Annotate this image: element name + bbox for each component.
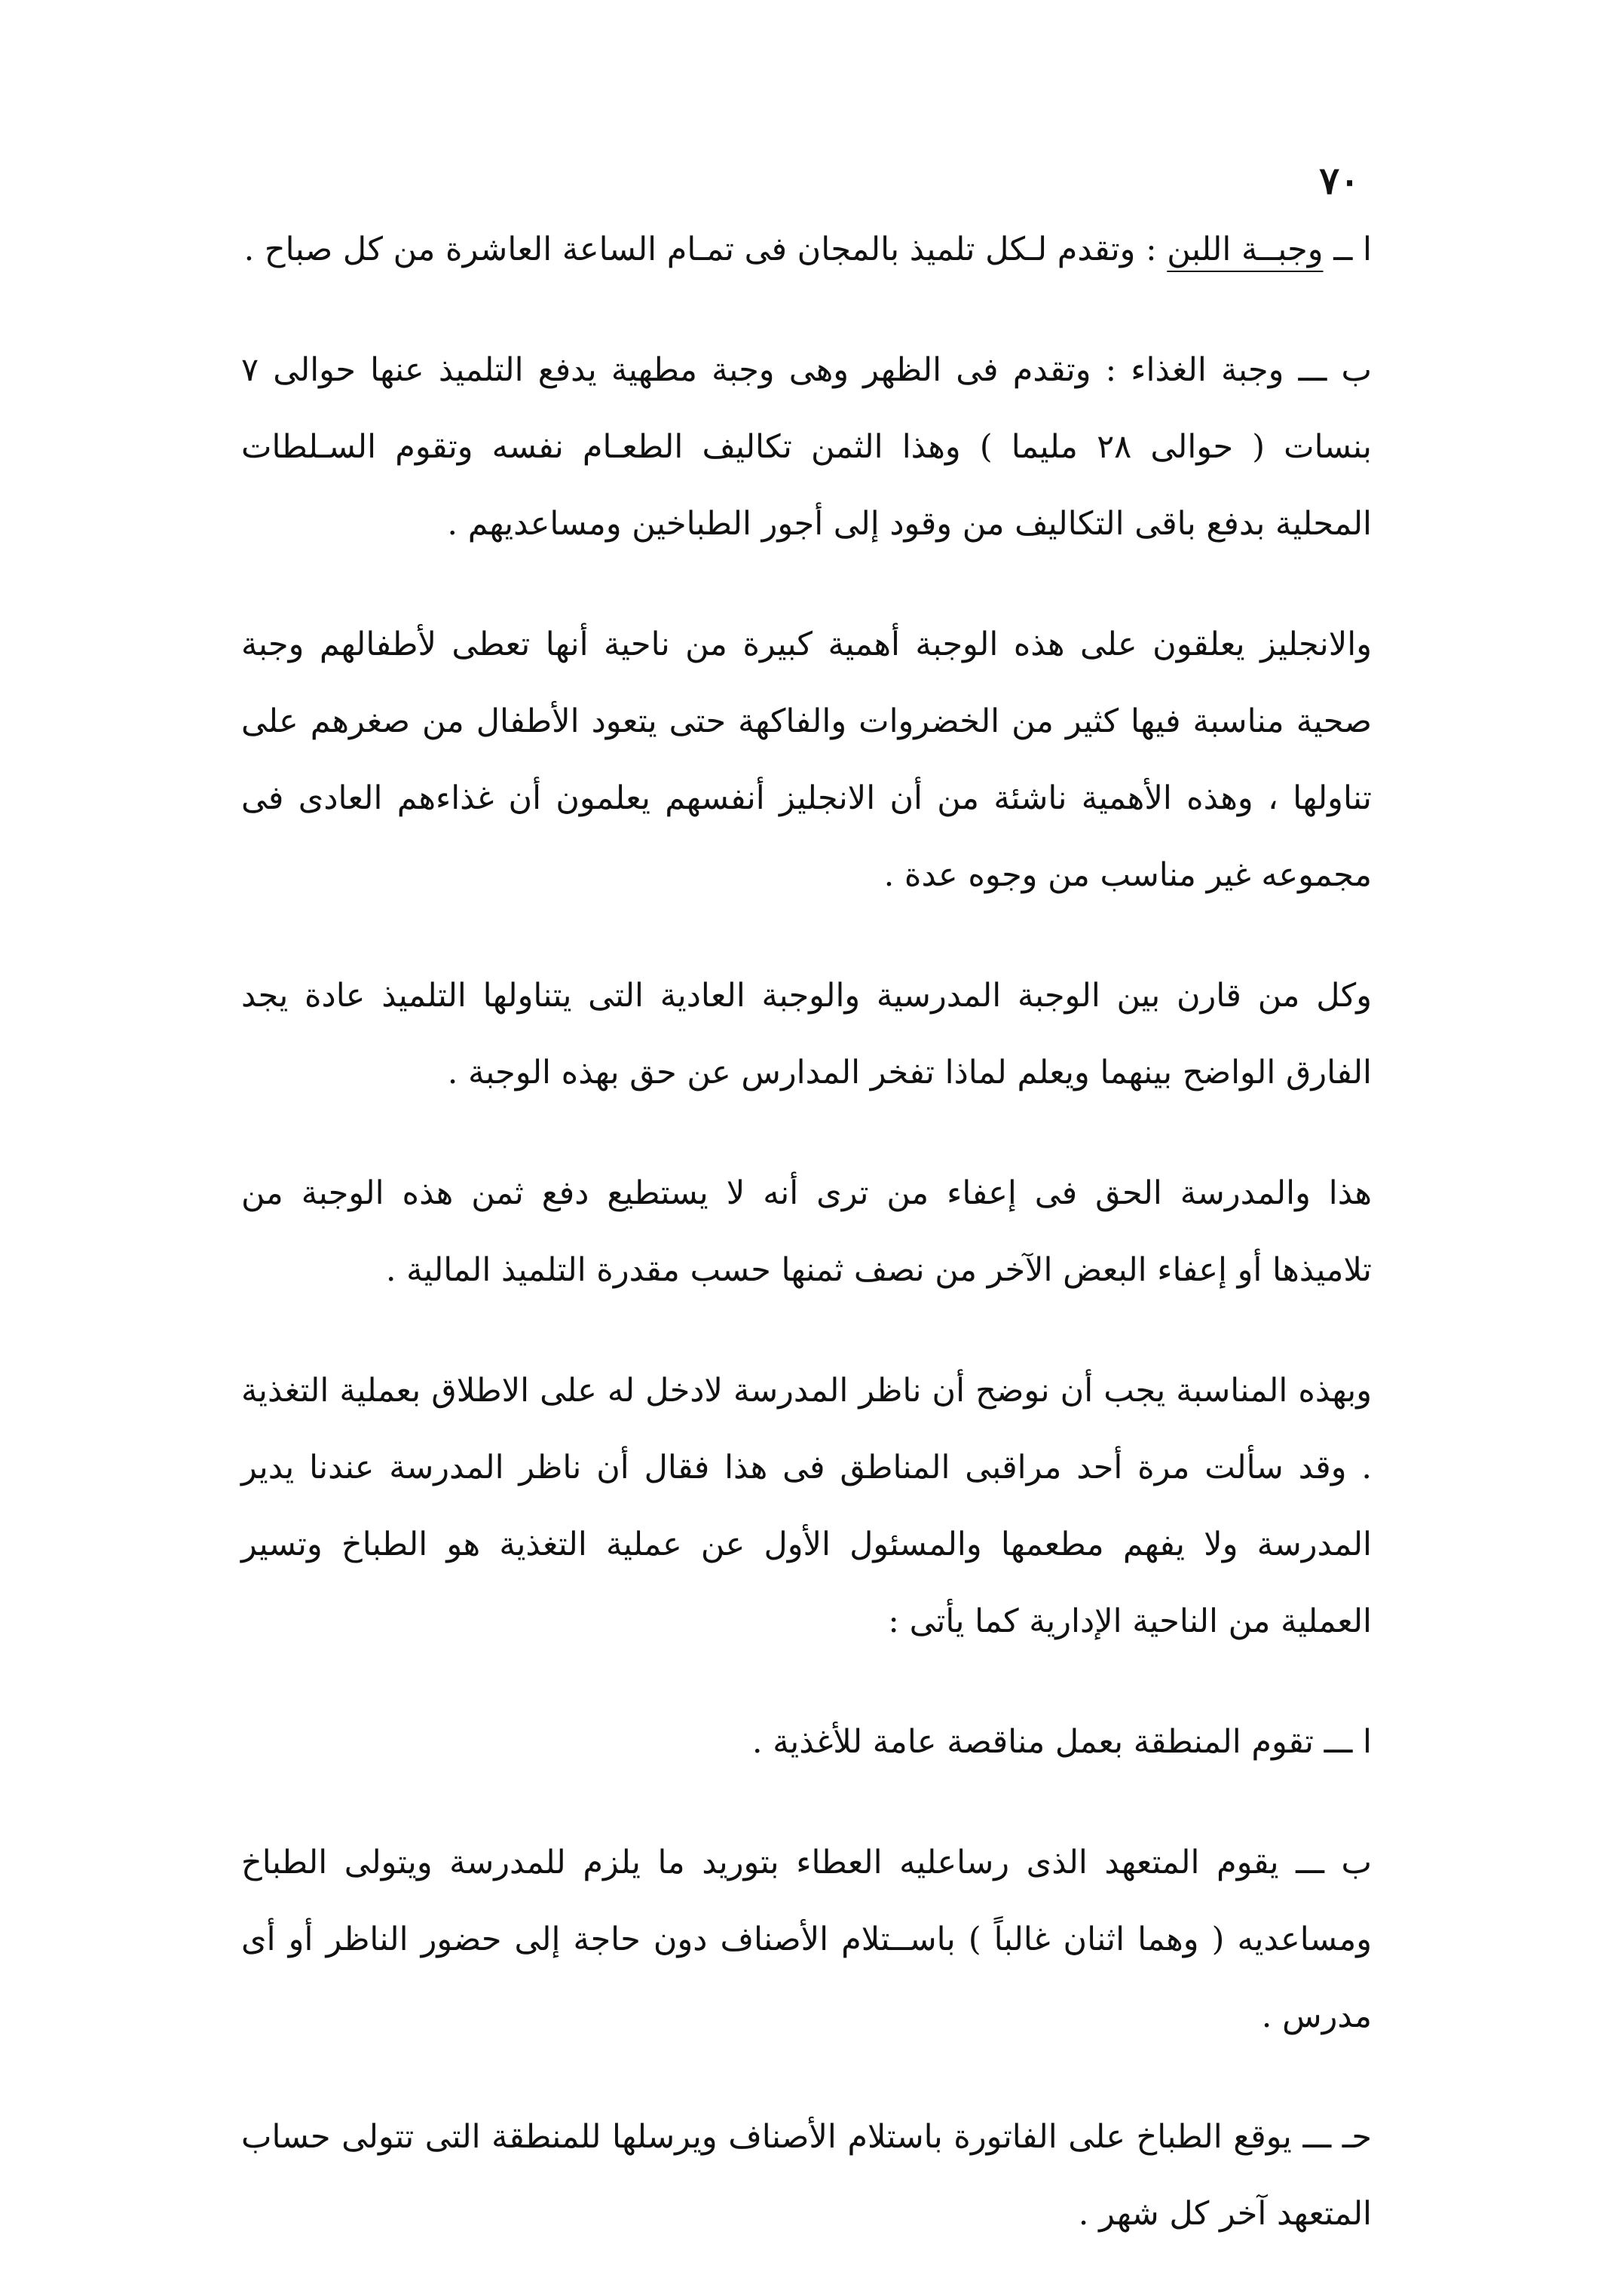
body-text <box>241 211 1372 2296</box>
milk-meal-label: وجبــة اللبن <box>1167 231 1324 268</box>
list-item-supplier: ب ـــ يقوم المتعهد الذى رساعليه العطاء بتوريد ما يلزم للمدرسة ويتولى الطباخ ومساعديه ( وهما اثنان غالباً ) باســتلام الأصناف دون حاجة إلى حضور الناظر أو أى مدرس . <box>241 1844 1372 2035</box>
paragraph-milk-meal <box>241 211 1372 288</box>
page-number: ٧٠ <box>1319 158 1360 203</box>
milk-meal-text: : وتقدم لـكل تلميذ بالمجان فى تمـام الساعة العاشرة من كل صباح . <box>243 231 1157 268</box>
paragraph-comparison: وكل من قارن بين الوجبة المدرسية والوجبة العادية التى يتناولها التلميذ عادة يجد الفارق الواضح بينهما ويعلم لماذا تفخر المدارس عن حق بهذه الوجبة . <box>241 977 1372 1091</box>
paragraph-english-importance: والانجليز يعلقون على هذه الوجبة أهمية كبيرة من ناحية أنها تعطى لأطفالهم وجبة صحية مناسبة فيها كثير من الخضروات والفاكهة حتى يتعود الأطفال من صغرهم على تناولها ، وهذه الأهمية ناشئة من أن الانجليز أنفسهم يعلمون أن غذاءهم العادى فى مجموعه غير مناسب من وجوه عدة . <box>241 626 1372 894</box>
list-item-tender: ا ـــ تقوم المنطقة بعمل مناقصة عامة للأغذية . <box>751 1723 1372 1761</box>
list-item-invoice: حـ ـــ يوقع الطباخ على الفاتورة باستلام الأصناف ويرسلها للمنطقة التى تتولى حساب المتعهد آخر كل شهر . <box>241 2118 1372 2233</box>
paragraph-headmaster: وبهذه المناسبة يجب أن نوضح أن ناظر المدرسة لادخل له على الاطلاق بعملية التغذية . وقد سألت مرة أحد مراقبى المناطق فى هذا فقال أن ناظر المدرسة عندنا يدير المدرسة ولا يفهم مطعمها والمسئول الأول عن عملية التغذية هو الطباخ وتسير العملية من الناحية الإدارية كما يأتى : <box>241 1372 1372 1640</box>
paragraph-lunch-meal: ب ـــ وجبة الغذاء : وتقدم فى الظهر وهى وجبة مطهية يدفع التلميذ عنها حوالى ٧ بنسات ( حوالى ٢٨ مليما ) وهذا الثمن تكاليف الطعـام نفسه وتقوم السـلطات المحلية بدفع باقى التكاليف من وقود إلى أجور الطباخين ومساعديهم . <box>241 351 1372 543</box>
list-marker-alif: ا ــ <box>1333 231 1372 268</box>
paragraph-exemption: هذا والمدرسة الحق فى إعفاء من ترى أنه لا يستطيع دفع ثمن هذه الوجبة من تلاميذها أو إعفاء البعض الآخر من نصف ثمنها حسب مقدرة التلميذ المالية . <box>241 1174 1372 1289</box>
